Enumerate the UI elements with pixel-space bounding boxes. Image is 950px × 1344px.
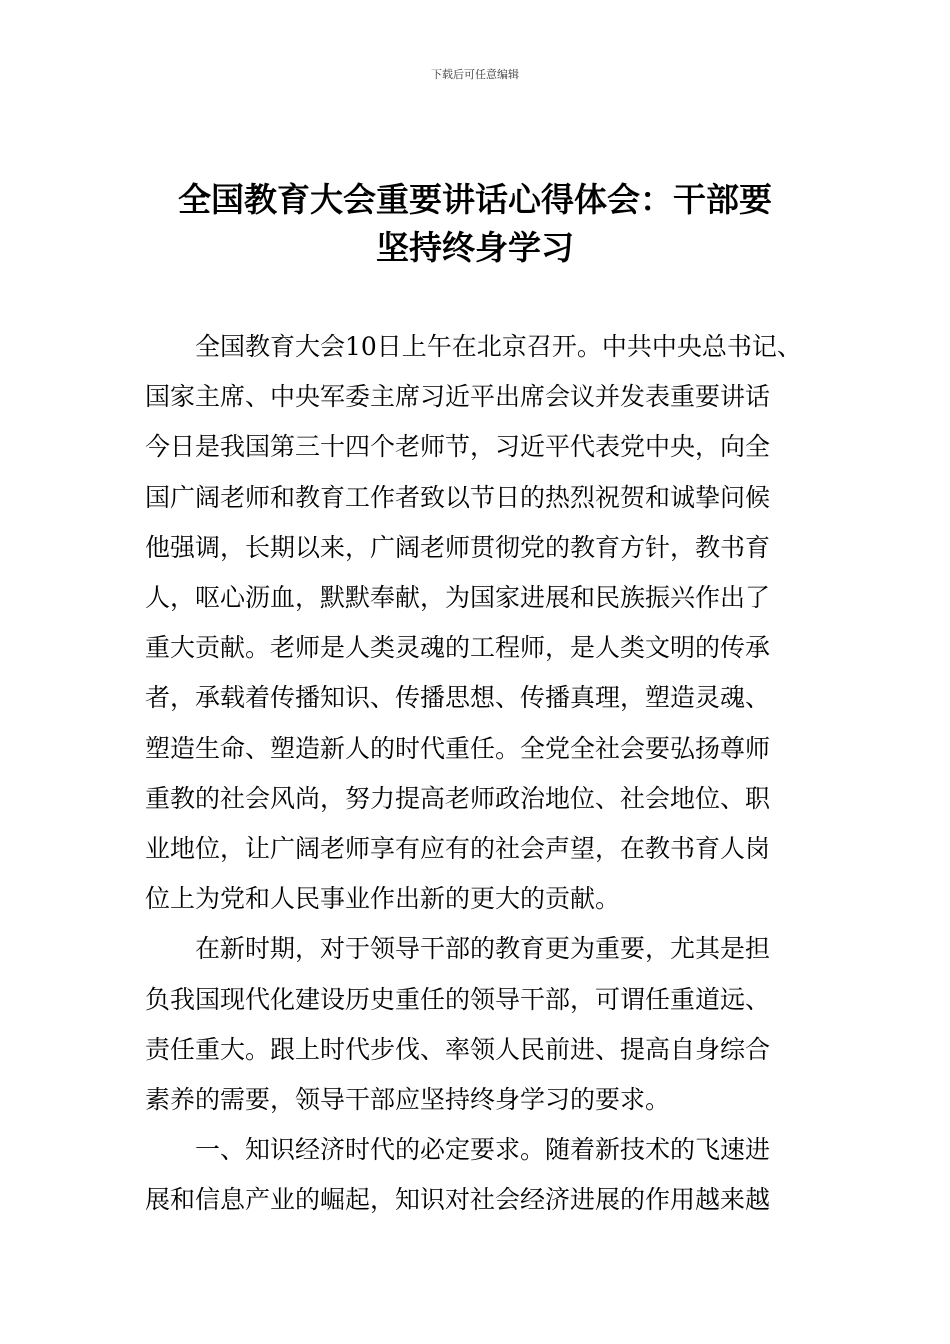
text-line: 责任重大。跟上时代步伐、率领人民前进、提高自身综合 [145,1034,771,1064]
text-line: 重大贡献。老师是人类灵魂的工程师，是人类文明的传承 [145,633,771,663]
title-line-2: 坚持终身学习 [376,228,574,267]
text-line: 国广阔老师和教育工作者致以节日的热烈祝贺和诚挚问候 [145,482,771,512]
paragraph-1 [145,322,835,924]
text-line: 在新时期，对于领导干部的教育更为重要，尤其是担 [195,934,771,964]
text-line: 者，承载着传播知识、传播思想、传播真理，塑造灵魂、 [145,683,771,713]
text-line: 业地位，让广阔老师享有应有的社会声望，在教书育人岗 [145,834,771,864]
text-line: 全国教育大会10日上午在北京召开。中共中央总书记、 [195,332,802,361]
text-line: 展和信息产业的崛起，知识对社会经济进展的作用越来越 [145,1185,771,1215]
text-line: 国家主席、中央军委主席习近平出席会议并发表重要讲话 [145,382,771,412]
text-line: 一、知识经济时代的必定要求。随着新技术的飞速进 [195,1135,771,1165]
text-line: 位上为党和人民事业作出新的更大的贡献。 [145,884,621,914]
text-line: 人，呕心沥血，默默奉献，为国家进展和民族振兴作出了 [145,583,771,613]
paragraph-3 [145,1125,835,1225]
text-line: 塑造生命、塑造新人的时代重任。全党全社会要弘扬尊师 [145,733,771,763]
text-line: 素养的需要，领导干部应坚持终身学习的要求。 [145,1085,671,1115]
text-line: 负我国现代化建设历史重任的领导干部，可谓任重道远、 [145,984,771,1014]
text-line: 今日是我国第三十四个老师节，习近平代表党中央，向全 [145,432,771,462]
document-body [145,322,835,1226]
header-note: 下载后可任意编辑 [431,68,519,81]
text-line: 重教的社会风尚，努力提高老师政治地位、社会地位、职 [145,783,771,813]
document-title [130,176,820,272]
paragraph-2 [145,924,835,1125]
text-line: 他强调，长期以来，广阔老师贯彻党的教育方针，教书育 [145,532,771,562]
title-line-1: 全国教育大会重要讲话心得体会：干部要 [178,180,772,219]
